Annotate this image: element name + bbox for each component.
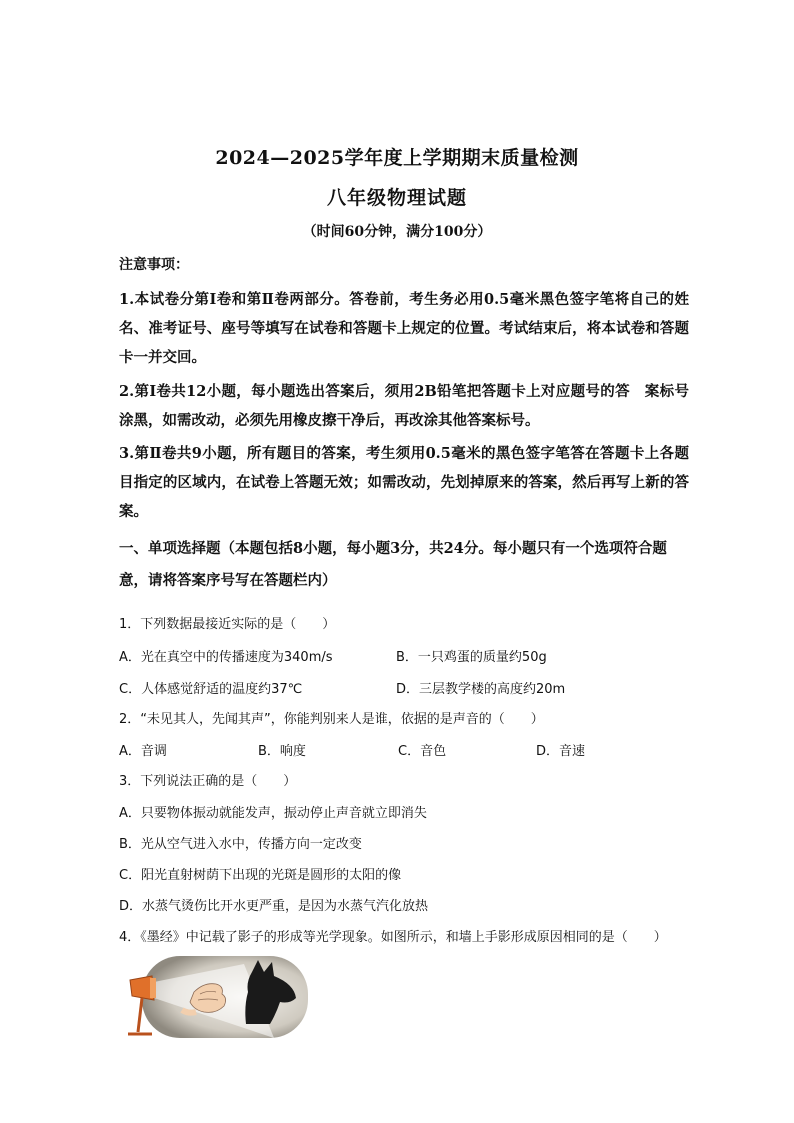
question-1-option-b: B．一只鸡蛋的质量约50g xyxy=(396,650,547,665)
section-heading: 一、单项选择题（本题包括8小题，每小题3分，共24分。每小题只有一个选项符合题意，请将答案序号写在答题栏内） xyxy=(119,540,667,589)
time-note: （时间60分钟，满分100分） xyxy=(302,224,492,240)
question-2-option-a: A．音调 xyxy=(119,744,167,759)
question-4-stem: 4．《墨经》中记载了影子的形成等光学现象。如图所示，和墙上手影形成原因相同的是（ ） xyxy=(119,930,667,945)
hand-shadow-figure xyxy=(124,954,308,1042)
exam-subtitle: 八年级物理试题 xyxy=(326,187,467,209)
question-1-option-a: A．光在真空中的传播速度为340m/s xyxy=(119,650,333,665)
question-3-stem: 3．下列说法正确的是（ ） xyxy=(119,774,297,789)
question-1-option-d: D．三层教学楼的高度约20m xyxy=(396,682,566,697)
notice-item-3: 3.第Ⅱ卷共9小题，所有题目的答案，考生须用0.5毫米的黑色签字笔答在答题卡上各题目指定的区域内，在试卷上答题无效；如需改动，先划掉原来的答案，然后再写上新的答案。 xyxy=(119,445,689,520)
notice-item-1: 1.本试卷分第Ⅰ卷和第Ⅱ卷两部分。答卷前，考生务必用0.5毫米黑色签字笔将自己的姓名、准考证号、座号等填写在试卷和答题卡上规定的位置。考试结束后，将本试卷和答题卡一并交回。 xyxy=(119,291,689,366)
question-1-stem: 1．下列数据最接近实际的是（ ） xyxy=(119,617,336,632)
question-1-option-c: C．人体感觉舒适的温度约37℃ xyxy=(119,682,303,697)
question-2-option-d: D．音速 xyxy=(536,744,586,759)
exam-title: 2024—2025学年度上学期期末质量检测 xyxy=(215,147,579,169)
question-3-option-c: C．阳光直射树荫下出现的光斑是圆形的太阳的像 xyxy=(119,868,402,883)
question-2-option-b: B．响度 xyxy=(258,744,306,759)
notice-item-2: 2.第Ⅰ卷共12小题，每小题选出答案后，须用2B铅笔把答题卡上对应题号的答 案标号涂黑，如需改动，必须先用橡皮擦干净后，再改涂其他答案标号。 xyxy=(119,383,689,429)
question-3-option-b: B．光从空气进入水中，传播方向一定改变 xyxy=(119,837,362,852)
question-2-stem: 2．“未见其人，先闻其声”，你能判别来人是谁，依据的是声音的（ ） xyxy=(119,712,544,727)
question-3-option-a: A．只要物体振动就能发声，振动停止声音就立即消失 xyxy=(119,806,427,821)
question-3-option-d: D．水蒸气烫伤比开水更严重，是因为水蒸气汽化放热 xyxy=(119,899,429,914)
question-2-option-c: C．音色 xyxy=(398,744,447,759)
notice-heading: 注意事项： xyxy=(119,257,189,273)
